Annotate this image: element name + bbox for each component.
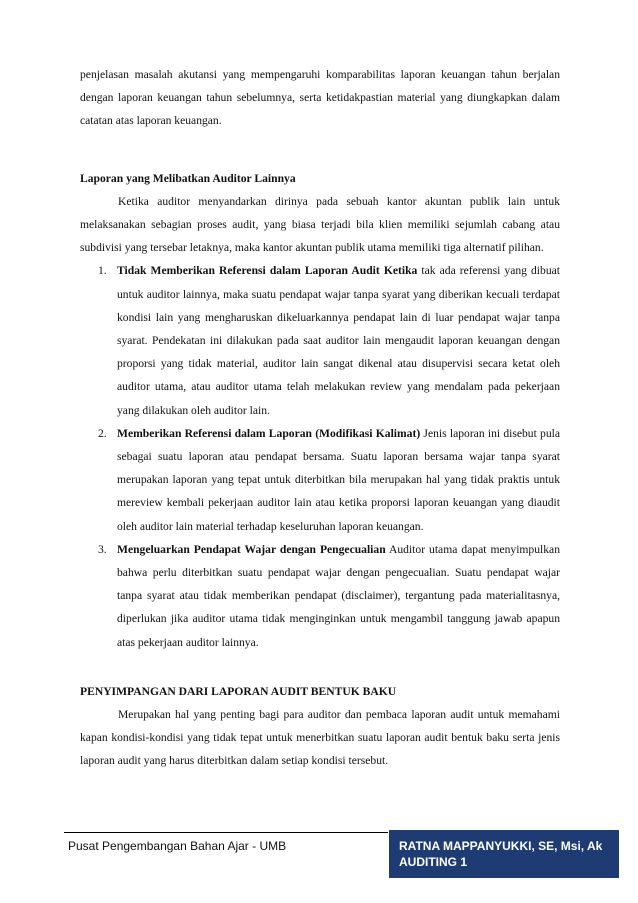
list-item-text: tak ada referensi yang dibuat untuk auditor lainnya, maka suatu pendapat wajar tanpa syarat yang diberikan kecuali terdapat kondisi lain yang mengharuskan dikeluarkannya pendapat lain di luar pendapat wajar tanpa syarat. Pendekatan ini dilakukan pada saat auditor lain mengaudit laporan keuangan dengan proporsi yang tidak material, auditor lain sangat dikenal atau disupervisi secara ketat oleh auditor utama, atau auditor utama telah melakukan review yang mendalam pada pekerjaan yang dilakukan oleh auditor lain. (117, 264, 560, 417)
list-item-number: 3. (98, 542, 107, 556)
section-paragraph-deviations: Merupakan hal yang penting bagi para auditor dan pembaca laporan audit untuk memahami kapan kondisi-kondisi yang tidak tepat untuk menerbitkan suatu laporan audit bentuk baku serta jenis laporan audit yang harus diterbitkan dalam setiap kondisi tersebut. (80, 708, 560, 768)
section-heading-other-auditors: Laporan yang Melibatkan Auditor Lainnya (80, 171, 296, 185)
list-item-text: Auditor utama dapat menyimpulkan bahwa perlu diterbitkan suatu pendapat wajar dengan pengecualian. Suatu pendapat wajar tanpa syarat atau tidak memberikan pendapat (disclaimer), tergantung pada materialitasnya, diperlukan jika auditor utama tidak menginginkan untuk mengambil tanggung jawab apapun atas pekerjaan auditor lainnya. (117, 542, 560, 649)
footer-author-box (389, 830, 619, 878)
list-item-text: Jenis laporan ini disebut pula sebagai suatu laporan atau pendapat bersama. Suatu laporan bersama wajar tanpa syarat merupakan laporan yang tepat untuk diterbitkan bila merupakan hal yang tidak praktis untuk mereview kembali pekerjaan auditor lain atau ketika proporsi laporan keuangan yang diaudit oleh auditor lain material terhadap keseluruhan laporan keuangan. (117, 426, 561, 533)
intro-paragraph: penjelasan masalah akutansi yang mempengaruhi komparabilitas laporan keuangan tahun berjalan dengan laporan keuangan tahun sebelumnya, serta ketidakpastian material yang diungkapkan dalam catatan atas laporan keuangan. (80, 68, 560, 128)
alternatives-list (80, 259, 560, 653)
footer-course: AUDITING 1 (399, 855, 468, 869)
section-paragraph-other-auditors: Ketika auditor menyandarkan dirinya pada sebuah kantor akuntan publik lain untuk melaksanakan sebagian proses audit, yang biasa terjadi bila klien memiliki sejumlah cabang atau subdivisi yang tersebar letaknya, maka kantor akuntan publik utama memiliki tiga alternatif pilihan. (80, 194, 560, 255)
section-heading-deviations: PENYIMPANGAN DARI LAPORAN AUDIT BENTUK BAKU (80, 684, 397, 698)
list-item (80, 538, 560, 654)
list-item-title: Tidak Memberikan Referensi dalam Laporan Audit Ketika (117, 264, 418, 278)
footer-publisher: Pusat Pengembangan Bahan Ajar - UMB (68, 839, 287, 853)
list-item-title: Memberikan Referensi dalam Laporan (Modifikasi Kalimat) (117, 426, 421, 440)
list-item (80, 422, 560, 538)
footer-divider (64, 832, 388, 833)
footer-author: RATNA MAPPANYUKKI, SE, Msi, Ak (399, 839, 603, 853)
page-content (80, 63, 560, 773)
list-item-title: Mengeluarkan Pendapat Wajar dengan Pengecualian (117, 542, 386, 556)
list-item-number: 2. (98, 426, 107, 440)
list-item-number: 1. (98, 264, 107, 278)
list-item (80, 259, 560, 421)
